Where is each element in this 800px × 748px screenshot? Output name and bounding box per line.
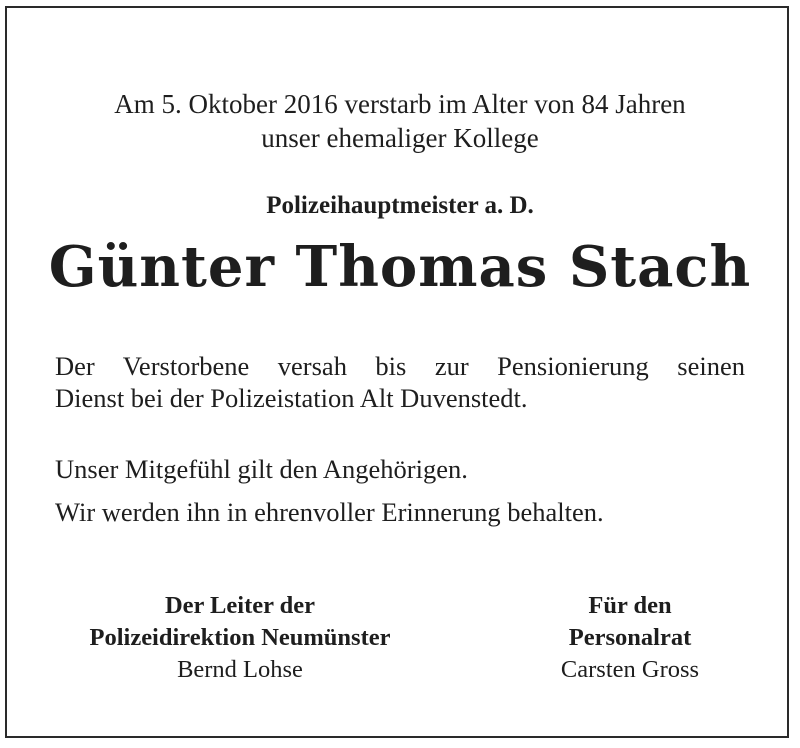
signature-title-line-2: Personalrat: [568, 624, 692, 651]
intro-text: [0, 87, 800, 155]
signature-title-line-1: Der Leiter der: [164, 592, 316, 619]
service-line-1: Der Verstorbene versah bis zur Pensionierung seinen: [55, 351, 745, 381]
condolence-line-2: Wir werden ihn in ehrenvoller Erinnerung behalten.: [55, 497, 604, 527]
service-text: [55, 350, 745, 414]
service-line-2: Dienst bei der Polizeistation Alt Duvenstedt.: [55, 383, 528, 413]
signature-title-line-1: Für den: [588, 592, 672, 619]
signature-title-line-2: Polizeidirektion Neumünster: [89, 624, 391, 651]
signature-person: Carsten Gross: [560, 656, 700, 683]
condolence-text: [55, 452, 755, 538]
intro-line-2: unser ehemaliger Kollege: [261, 123, 539, 153]
deceased-name: Günter Thomas Stach: [48, 234, 752, 300]
rank-title: Polizeihauptmeister a. D.: [266, 192, 534, 219]
signature-staff-council: [520, 590, 740, 686]
intro-line-1: Am 5. Oktober 2016 verstarb im Alter von 84 Jahren: [114, 89, 686, 119]
condolence-line-1: Unser Mitgefühl gilt den Angehörigen.: [55, 454, 468, 484]
signature-police-directorate: [40, 590, 440, 686]
signature-person: Bernd Lohse: [177, 656, 303, 683]
